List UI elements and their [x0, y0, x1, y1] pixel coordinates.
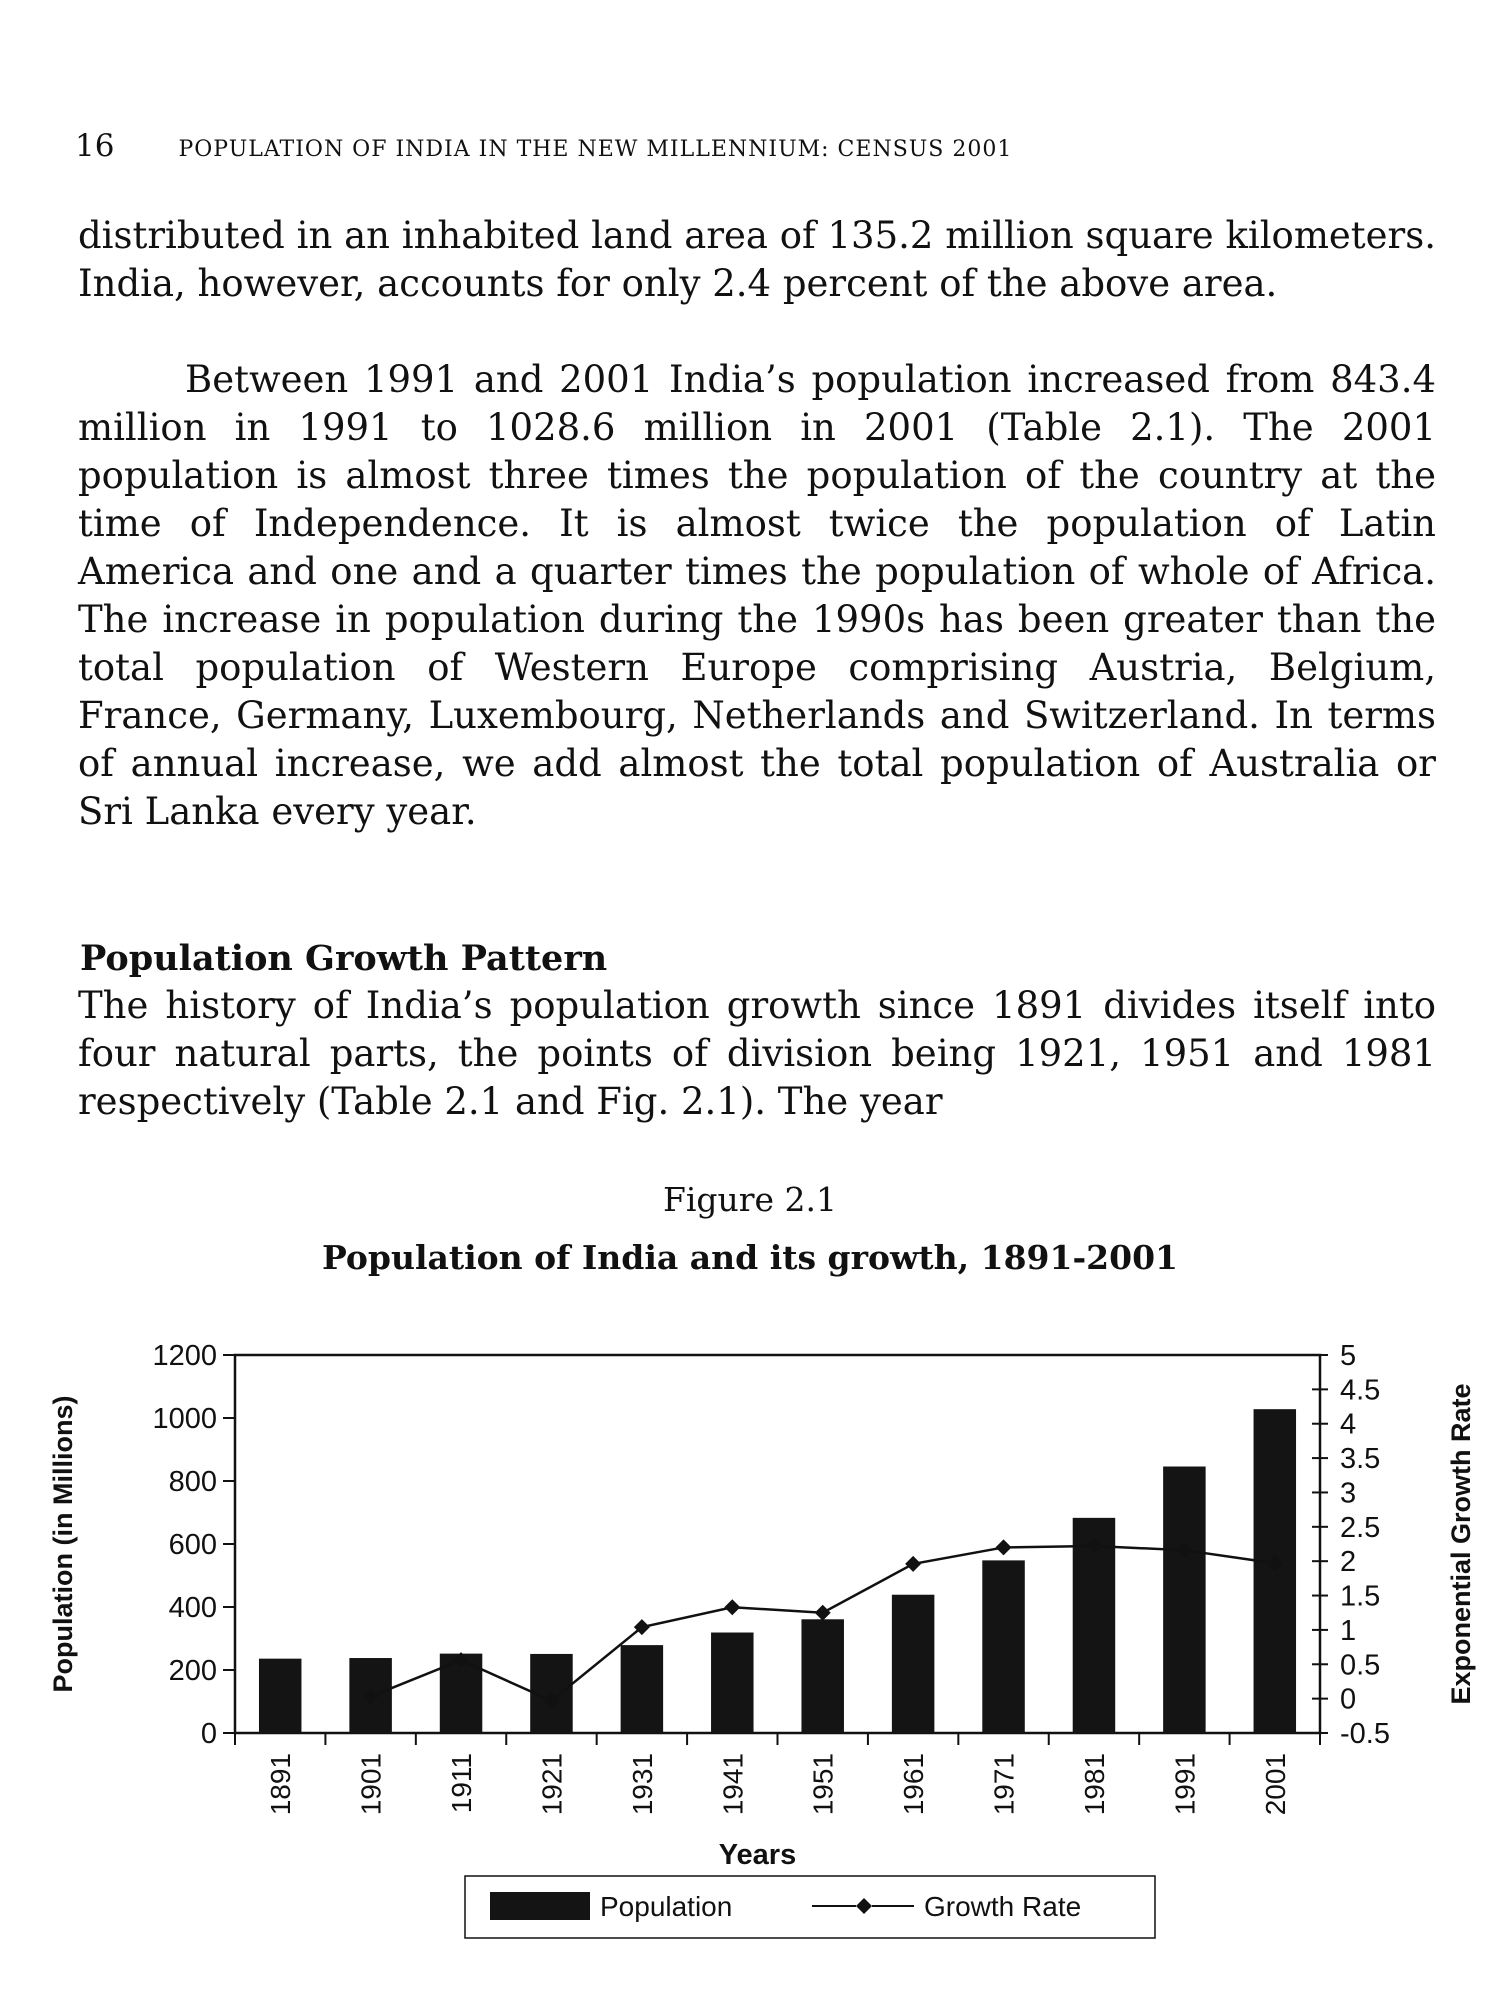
- y2-tick-label: 3.5: [1340, 1443, 1381, 1476]
- y2-axis-label: Exponential Growth Rate: [1446, 1383, 1476, 1705]
- y2-tick-label: 2: [1340, 1546, 1357, 1579]
- running-title: POPULATION OF INDIA IN THE NEW MILLENNIUM: CENSUS 2001: [178, 137, 1013, 162]
- section-heading: Population Growth Pattern: [80, 938, 608, 979]
- population-chart: [0, 1300, 1500, 1940]
- x-tick-label: 1951: [807, 1753, 839, 1816]
- y-tick-label: 600: [168, 1529, 217, 1561]
- population-bar: [1163, 1467, 1205, 1733]
- population-bar: [621, 1645, 663, 1733]
- y2-tick-label: 0.5: [1340, 1649, 1381, 1682]
- y-tick-label: 200: [168, 1655, 217, 1687]
- plot-area: [235, 1355, 1320, 1733]
- y2-tick-label: 0: [1340, 1683, 1357, 1716]
- population-bars: [259, 1409, 1296, 1733]
- population-bar: [801, 1619, 843, 1733]
- x-tick-label: 1971: [988, 1753, 1020, 1816]
- figure-label: Figure 2.1: [662, 1180, 838, 1219]
- legend-marker-growth: [856, 1898, 872, 1914]
- y2-tick-label: 4.5: [1340, 1374, 1381, 1407]
- y-tick-label: 400: [168, 1592, 217, 1624]
- figure-title: Population of India and its growth, 1891-2001: [321, 1238, 1179, 1277]
- y2-tick-label: 1: [1340, 1614, 1357, 1647]
- population-bar: [892, 1595, 934, 1733]
- y2-tick-label: 5: [1340, 1340, 1357, 1372]
- growth-rate-point: [996, 1539, 1012, 1555]
- x-tick-label: 1991: [1169, 1753, 1201, 1816]
- population-bar: [259, 1659, 301, 1733]
- y-tick-label: 1200: [152, 1340, 217, 1372]
- paragraph-1: distributed in an inhabited land area of 135.2 million square kilometers. India, however, accounts for only 2.4 percent of the above area.: [78, 214, 1436, 305]
- x-tick-label: 1901: [355, 1753, 387, 1816]
- population-bar: [982, 1560, 1024, 1733]
- x-axis: [235, 1733, 1320, 1815]
- page-number: 16: [75, 128, 115, 164]
- growth-rate-point: [724, 1599, 740, 1615]
- legend-swatch-population: [490, 1892, 590, 1920]
- y2-tick-label: -0.5: [1340, 1718, 1390, 1750]
- y-axis-label: Population (in Millions): [48, 1395, 78, 1693]
- y-tick-label: 800: [168, 1466, 217, 1498]
- legend-label-population: Population: [600, 1891, 733, 1922]
- chart-legend: [465, 1876, 1155, 1938]
- y2-tick-label: 1.5: [1340, 1580, 1381, 1613]
- x-tick-label: 1911: [446, 1753, 478, 1814]
- paragraph-2: Between 1991 and 2001 India’s population increased from 843.4 million in 1991 to 1028.6 million in 2001 (Table 2.1). The 2001 population is almost three times the population of the country at the time of Independence. It is almost twice the population of Latin America and one and a quarter times the population of whole of Africa. The increase in population during the 1990s has been greater than the total population of Western Europe comprising Austria, Belgium, France, Germany, Luxembourg, Netherlands and Switzerland. In terms of annual increase, we add almost the total population of Australia or Sri Lanka every year.: [78, 358, 1436, 833]
- y2-tick-label: 4: [1340, 1408, 1357, 1441]
- x-axis-label: Years: [718, 1839, 797, 1871]
- right-axis: [1312, 1340, 1390, 1750]
- section-paragraph: The history of India’s population growth since 1891 divides itself into four natural parts, the points of division being 1921, 1951 and 1981 respectively (Table 2.1 and Fig. 2.1). The year: [78, 984, 1436, 1123]
- left-axis: [152, 1340, 235, 1750]
- x-tick-label: 1961: [898, 1753, 930, 1816]
- y-tick-label: 0: [200, 1718, 217, 1750]
- x-tick-label: 1981: [1078, 1753, 1110, 1816]
- x-tick-label: 1941: [717, 1753, 749, 1816]
- x-tick-label: 1891: [265, 1753, 297, 1816]
- y2-tick-label: 2.5: [1340, 1511, 1381, 1544]
- running-head: [75, 128, 1335, 164]
- population-bar: [711, 1633, 753, 1733]
- x-tick-label: 1931: [626, 1753, 658, 1816]
- y2-tick-label: 3: [1340, 1477, 1357, 1510]
- y-tick-label: 1000: [152, 1403, 217, 1435]
- growth-rate-point: [905, 1556, 921, 1572]
- legend-label-growth-rate: Growth Rate: [924, 1891, 1082, 1922]
- x-tick-label: 2001: [1259, 1753, 1291, 1816]
- x-tick-label: 1921: [536, 1753, 568, 1816]
- growth-rate-point: [815, 1605, 831, 1621]
